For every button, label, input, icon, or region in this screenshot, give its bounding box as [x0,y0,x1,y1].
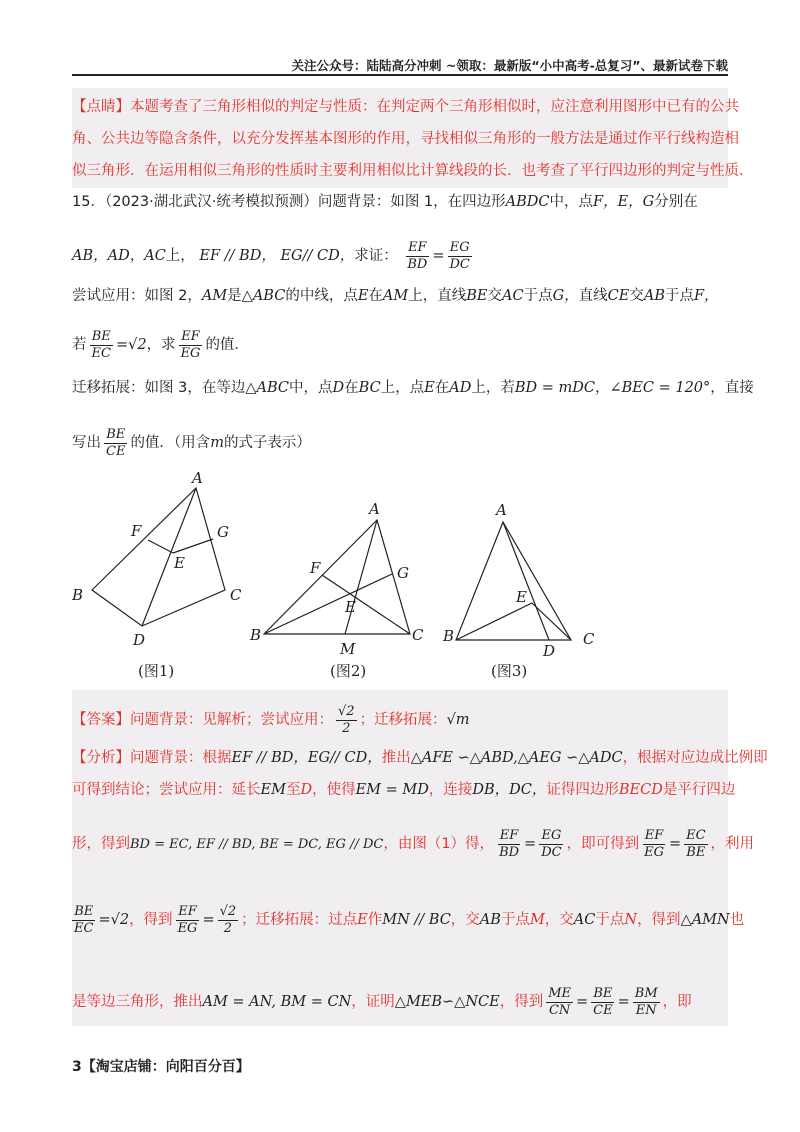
page-header: 关注公众号：陆陆高分冲刺 ~领取：最新版“小中高考-总复习”、最新试卷下载 [291,58,728,73]
comment-line-2: 角、公共边等隐含条件，以充分发挥基本图形的作用，寻找相似三角形的一般方法是通过作平行线构造相 [72,131,739,147]
problem-line-6: 写出 $\frac{BE}{CE}$ 的值．（用含m的式子表示） [72,426,311,459]
fig3-label-e: E [516,588,527,606]
comment-line-1: 【点睛】本题考查了三角形相似的判定与性质：在判定两个三角形相似时，应注意利用图形中已有的公共 [72,99,739,115]
figure-3 [456,522,571,640]
problem-line-2: AB，AD，AC上， EF // BD， EG// CD，求证： $\frac{EF}{BD}$ = $\frac{EG}{DC}$ [72,239,470,272]
fig3-label-b: B [443,627,455,645]
fig3-label-d: D [543,642,556,660]
header-rule [72,74,728,76]
analysis-line-1: 【分析】问题背景：根据EF // BD，EG// CD，推出△AFE ∽△ABD,△AEG ∽△ADC，根据对应边成比例即 [72,750,768,766]
fig1-label-d: D [133,631,146,649]
fig1-label-c: C [230,586,242,604]
figure-1 [92,488,225,626]
fig2-label-m: M [340,640,356,658]
problem-line-1: 15．（2023·湖北武汉·统考模拟预测）问题背景：如图 1，在四边形ABDC中，点F，E，G分别在 [72,194,698,210]
analysis-line-5: 是等边三角形，推出AM = AN, BM = CN，证明△MEB∽△NCE，得到 $\frac{ME}{CN}$ = $\frac{BE}{CE}$ = $\frac{BM}{EN}$ ，即 [72,985,692,1018]
problem-line-3: 尝试应用：如图 2，AM是△ABC的中线，点E在AM上，直线BE交AC于点G，直线CE交AB于点F， [72,288,719,304]
figures [0,460,800,690]
fig2-label-e: E [345,598,356,616]
analysis-line-2: 可得到结论；尝试应用：延长EM至D，使得EM = MD，连接DB，DC，证得四边形BECD是平行四边 [72,782,736,798]
fig3-caption: (图3) [491,662,528,680]
figure-2 [264,520,410,634]
fig1-caption: (图1) [138,662,175,680]
fig2-label-c: C [412,626,424,644]
fig1-label-e: E [174,554,185,572]
fig3-label-c: C [583,630,595,648]
fig1-label-f: F [131,522,142,540]
answer-line: 【答案】问题背景：见解析；尝试应用： $\frac{√2}{2}$ ；迁移拓展：√m [72,703,470,736]
fig2-label-b: B [250,626,262,644]
fig2-label-g: G [397,564,409,582]
problem-line-5: 迁移拓展：如图 3，在等边△ABC中，点D在BC上，点E在AD上，若BD = mDC，∠BEC = 120°，直接 [72,380,754,396]
problem-line-4: 若 $\frac{BE}{EC}$ =√2，求 $\frac{EF}{EG}$ 的值． [72,328,249,361]
fig1-label-a: A [192,469,203,487]
fig2-caption: (图2) [330,662,367,680]
analysis-line-3: 形，得到BD = EC, EF // BD, BE = DC, EG // DC，由图（1）得， $\frac{EF}{BD}$ = $\frac{EG}{DC}$ ，即可得到 $\frac{EF}{EG}$ = $\frac{EC}{BE}$ ，利用 [72,827,755,860]
fig1-label-g: G [217,523,229,541]
comment-line-3: 似三角形．在运用相似三角形的性质时主要利用相似比计算线段的长．也考查了平行四边形的判定与性质． [72,163,754,179]
page-footer: 3【淘宝店铺：向阳百分百】 [72,1059,250,1075]
analysis-line-4: $\frac{BE}{EC}$ =√2，得到 $\frac{EF}{EG}$ = $\frac{√2}{2}$ ；迁移拓展：过点E作MN // BC，交AB于点M，交AC于点N，得到△AMN也 [74,903,745,936]
fig1-label-b: B [72,586,84,604]
fig2-label-f: F [310,559,321,577]
fig2-label-a: A [369,500,380,518]
fig3-label-a: A [496,501,507,519]
